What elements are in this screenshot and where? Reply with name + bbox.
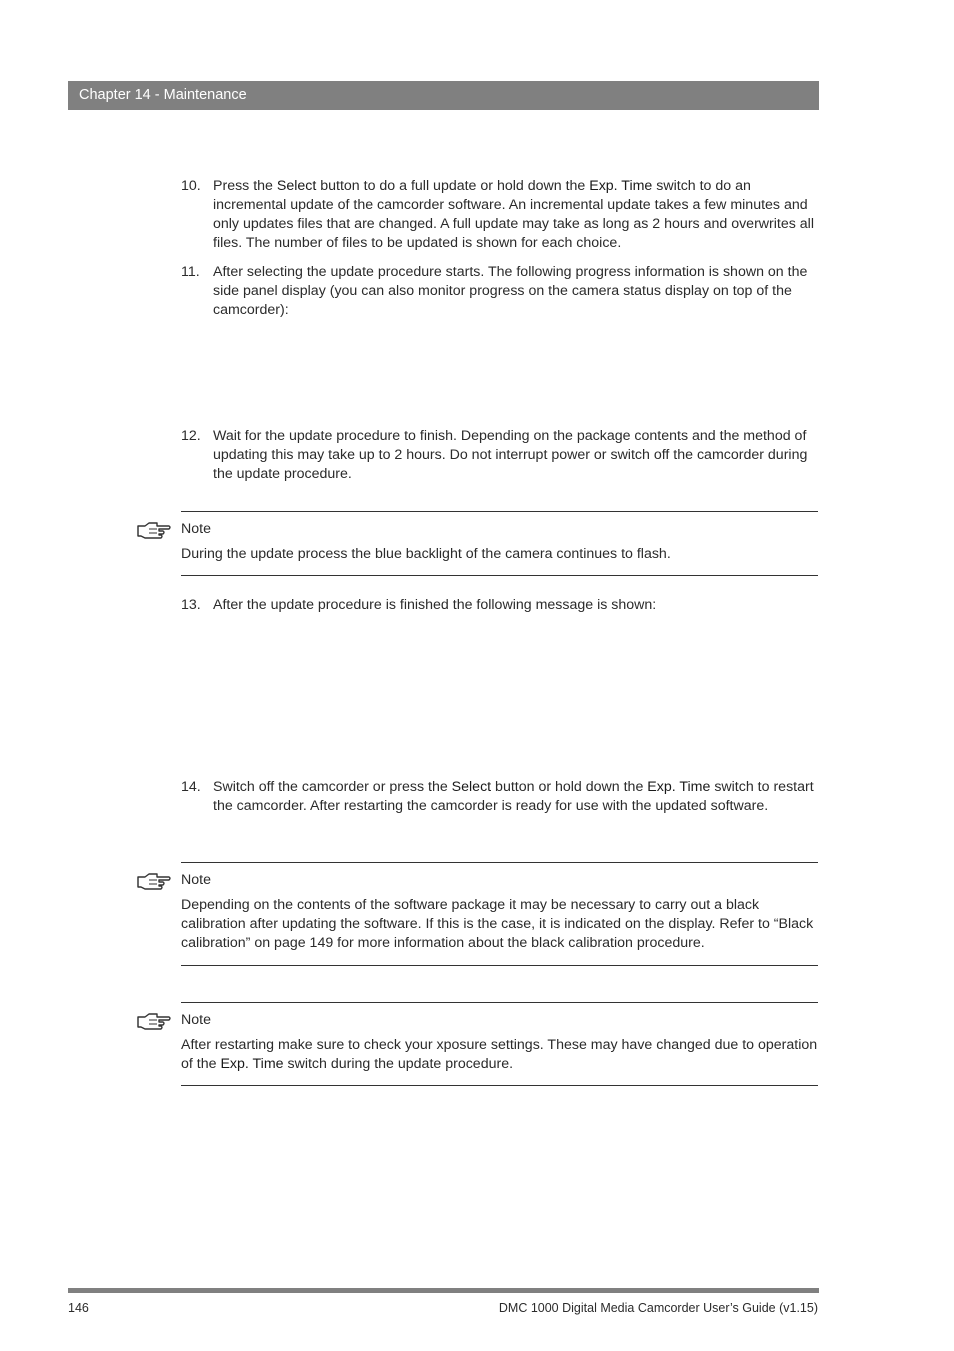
step-12: [181, 427, 821, 484]
step-number: 10.: [181, 178, 201, 194]
note-text: During the update process the blue backlight of the camera continues to flash.: [181, 546, 671, 562]
page-number: 146: [68, 1301, 89, 1315]
step-number: 12.: [181, 428, 201, 444]
note-title: Note: [181, 1012, 211, 1028]
note-title: Note: [181, 521, 211, 537]
step-10: [181, 177, 821, 253]
step-text: Press the Select button to do a full update or hold down the Exp. Time switch to do an incremental update of the camcorder software. An incremental update takes a few minutes and only updates files that are changed. A full update may take as long as 2 hours and overwrites all files. The number of files to be updated is shown for each choice.: [213, 178, 814, 252]
note-box: [181, 511, 818, 576]
footer-rule: [68, 1288, 819, 1293]
pointing-hand-icon: [137, 873, 171, 891]
select-button-ref: Select: [451, 779, 492, 795]
chapter-title: Chapter 14 - Maintenance: [79, 87, 247, 103]
step-text: Switch off the camcorder or press the Select button or hold down the Exp. Time switch to restart the camcorder. After restarting the camcorder is ready for use with the updated software.: [213, 779, 814, 815]
exp-time-switch-ref: Exp. Time: [220, 1056, 284, 1073]
step-14: [181, 778, 821, 816]
note-box: [181, 862, 818, 966]
pointing-hand-icon: [137, 1013, 171, 1031]
step-number: 13.: [181, 597, 201, 613]
select-button-ref: Select: [276, 178, 317, 194]
step-11: [181, 263, 821, 320]
note-text: After restarting make sure to check your xposure settings. These may have changed due to operation of the Exp. Time switch during the update procedure.: [181, 1037, 818, 1073]
document-title: DMC 1000 Digital Media Camcorder User’s Guide (v1.15): [498, 1301, 818, 1315]
step-text: After the update procedure is finished the following message is shown:: [213, 597, 657, 613]
chapter-header: [68, 81, 819, 110]
note-title: Note: [181, 872, 211, 888]
pointing-hand-icon: [137, 522, 171, 540]
exp-time-switch-ref: Exp. Time: [589, 178, 653, 194]
exp-time-switch-ref: Exp. Time: [647, 779, 711, 795]
note-text: Depending on the contents of the software package it may be necessary to carry out a black calibration after updating the software. If this is the case, it is indicated on the display. Refer to “Black calibration” on page 149 for more information about the black calibration procedure.: [181, 897, 814, 952]
step-13: [181, 596, 821, 615]
step-number: 11.: [181, 264, 200, 280]
step-text: Wait for the update procedure to finish. Depending on the package contents and the method of updating this may take up to 2 hours. Do not interrupt power or switch off the camcorder during the update procedure.: [213, 428, 808, 483]
step-number: 14.: [181, 779, 201, 795]
note-box: [181, 1002, 818, 1086]
step-text: After selecting the update procedure starts. The following progress information is shown on the side panel display (you can also monitor progress on the camera status display on top of the camcorder):: [213, 264, 808, 319]
